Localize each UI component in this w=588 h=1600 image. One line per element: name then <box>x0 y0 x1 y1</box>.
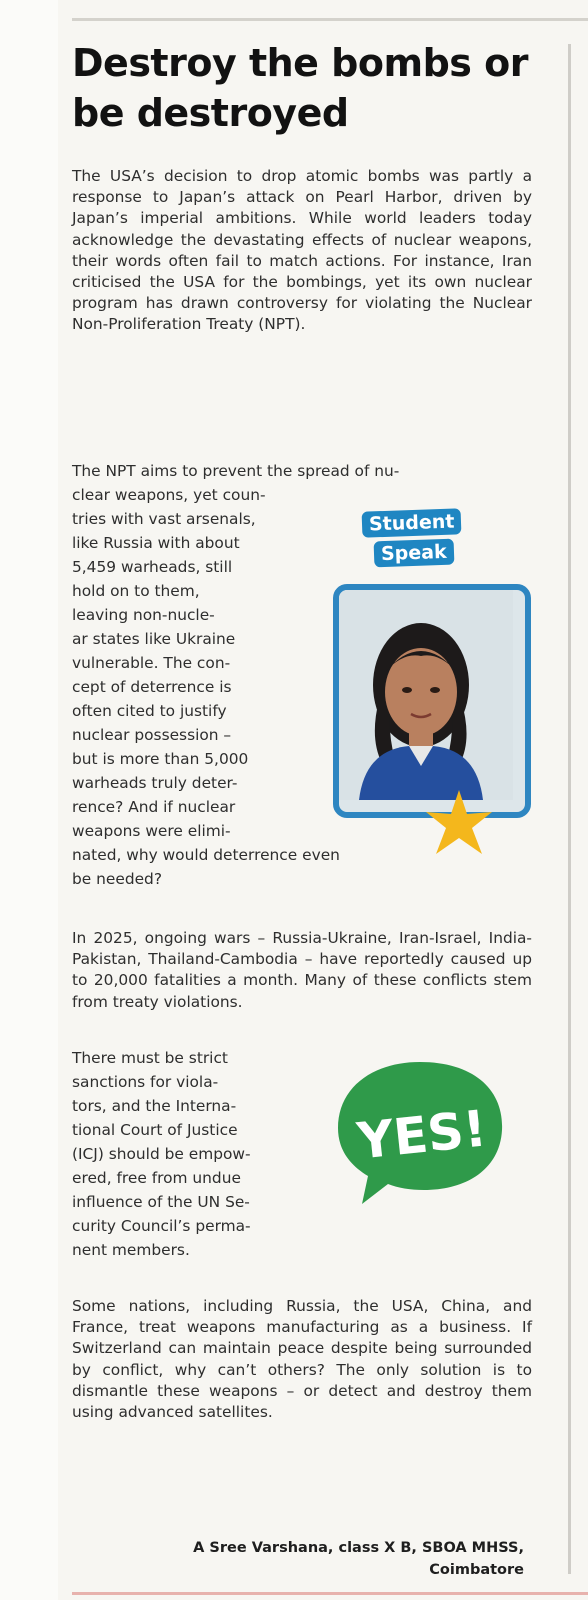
student-photo <box>333 584 531 818</box>
badge-line-1: Student <box>362 508 462 537</box>
badge-line-2: Speak <box>374 539 454 568</box>
paragraph-2-line: be needed? <box>72 870 162 888</box>
paragraph-4: Some nations, including Russia, the USA, China, and France, treat weapons manufacturing as a business. If Switzerland can maintain peace despite being surrounded by conflict, why can’t others? The only solution is to dismantle these weapons – or detect and destroy them using advanced satellites. <box>72 1297 532 1422</box>
paragraph-2-line: warheads truly deter- <box>72 774 238 792</box>
paragraph-3-line: tors, and the Interna- <box>72 1097 237 1115</box>
column-divider <box>568 44 571 1574</box>
paragraph-2-line: ar states like Ukraine <box>72 630 236 648</box>
paragraph-2-line: nuclear possession – <box>72 726 232 744</box>
portrait-illustration <box>339 590 513 800</box>
paragraph-3-line: There must be strict <box>72 1049 228 1067</box>
paragraph-2-intro: The NPT aims to prevent the spread of nu- <box>72 462 400 480</box>
paragraph-3-line: sanctions for viola- <box>72 1073 219 1091</box>
paragraph-2-line: cept of deterrence is <box>72 678 232 696</box>
paragraph-2-line: leaving non-nucle- <box>72 606 215 624</box>
paragraph-3-line: curity Council’s perma- <box>72 1217 251 1235</box>
paragraph-2-line: 5,459 warheads, still <box>72 558 233 576</box>
author-location: Coimbatore <box>429 1562 524 1578</box>
paragraph-3-line: tional Court of Justice <box>72 1121 238 1139</box>
bottom-rule <box>72 1592 588 1595</box>
paragraph-2-line: but is more than 5,000 <box>72 750 249 768</box>
yes-speech-bubble <box>334 1056 508 1206</box>
paragraph-3: In 2025, ongoing wars – Russia-Ukraine, Iran-Israel, India-Pakistan, Thailand-Cambodia – have reportedly caused up to 20,000 fatalities a month. Many of these conflicts stem from treaty violations. <box>72 929 532 1011</box>
yes-label: YES! <box>354 1099 490 1171</box>
page-margin <box>0 0 58 1600</box>
paragraph-2-line: nated, why would deterrence even <box>72 846 340 864</box>
student-speak-badge <box>362 510 480 572</box>
paragraph-2-line: rence? And if nuclear <box>72 798 236 816</box>
paragraph-2-line: like Russia with about <box>72 534 240 552</box>
paragraph-3-line: (ICJ) should be empow- <box>72 1145 251 1163</box>
paragraph-2-line: weapons were elimi- <box>72 822 231 840</box>
paragraph-3-line: influence of the UN Se- <box>72 1193 250 1211</box>
author-name: A Sree Varshana, class X B, SBOA MHSS, <box>193 1540 524 1556</box>
top-rule <box>72 18 588 21</box>
article-headline: Destroy the bombs or be destroyed <box>72 41 528 135</box>
paragraph-3-line: ered, free from undue <box>72 1169 241 1187</box>
paragraph-2-line: clear weapons, yet coun- <box>72 486 266 504</box>
paragraph-2-line: hold on to them, <box>72 582 200 600</box>
paragraph-2-line: tries with vast arsenals, <box>72 510 256 528</box>
paragraph-3-line: nent members. <box>72 1241 190 1259</box>
paragraph-2-line: often cited to justify <box>72 702 227 720</box>
author-byline <box>193 1537 524 1581</box>
star-icon <box>424 788 494 858</box>
paragraph-1: The USA’s decision to drop atomic bombs was partly a response to Japan’s attack on Pearl Harbor, driven by Japan’s imperial ambitions. While world leaders today acknowledge the devastating effects of nuclear weapons, their words often fail to match actions. For instance, Iran criticised the USA for the bombings, yet its own nuclear program has drawn controversy for violating the Nuclear Non-Proliferation Treaty (NPT). <box>72 167 532 334</box>
paragraph-2-line: vulnerable. The con- <box>72 654 231 672</box>
